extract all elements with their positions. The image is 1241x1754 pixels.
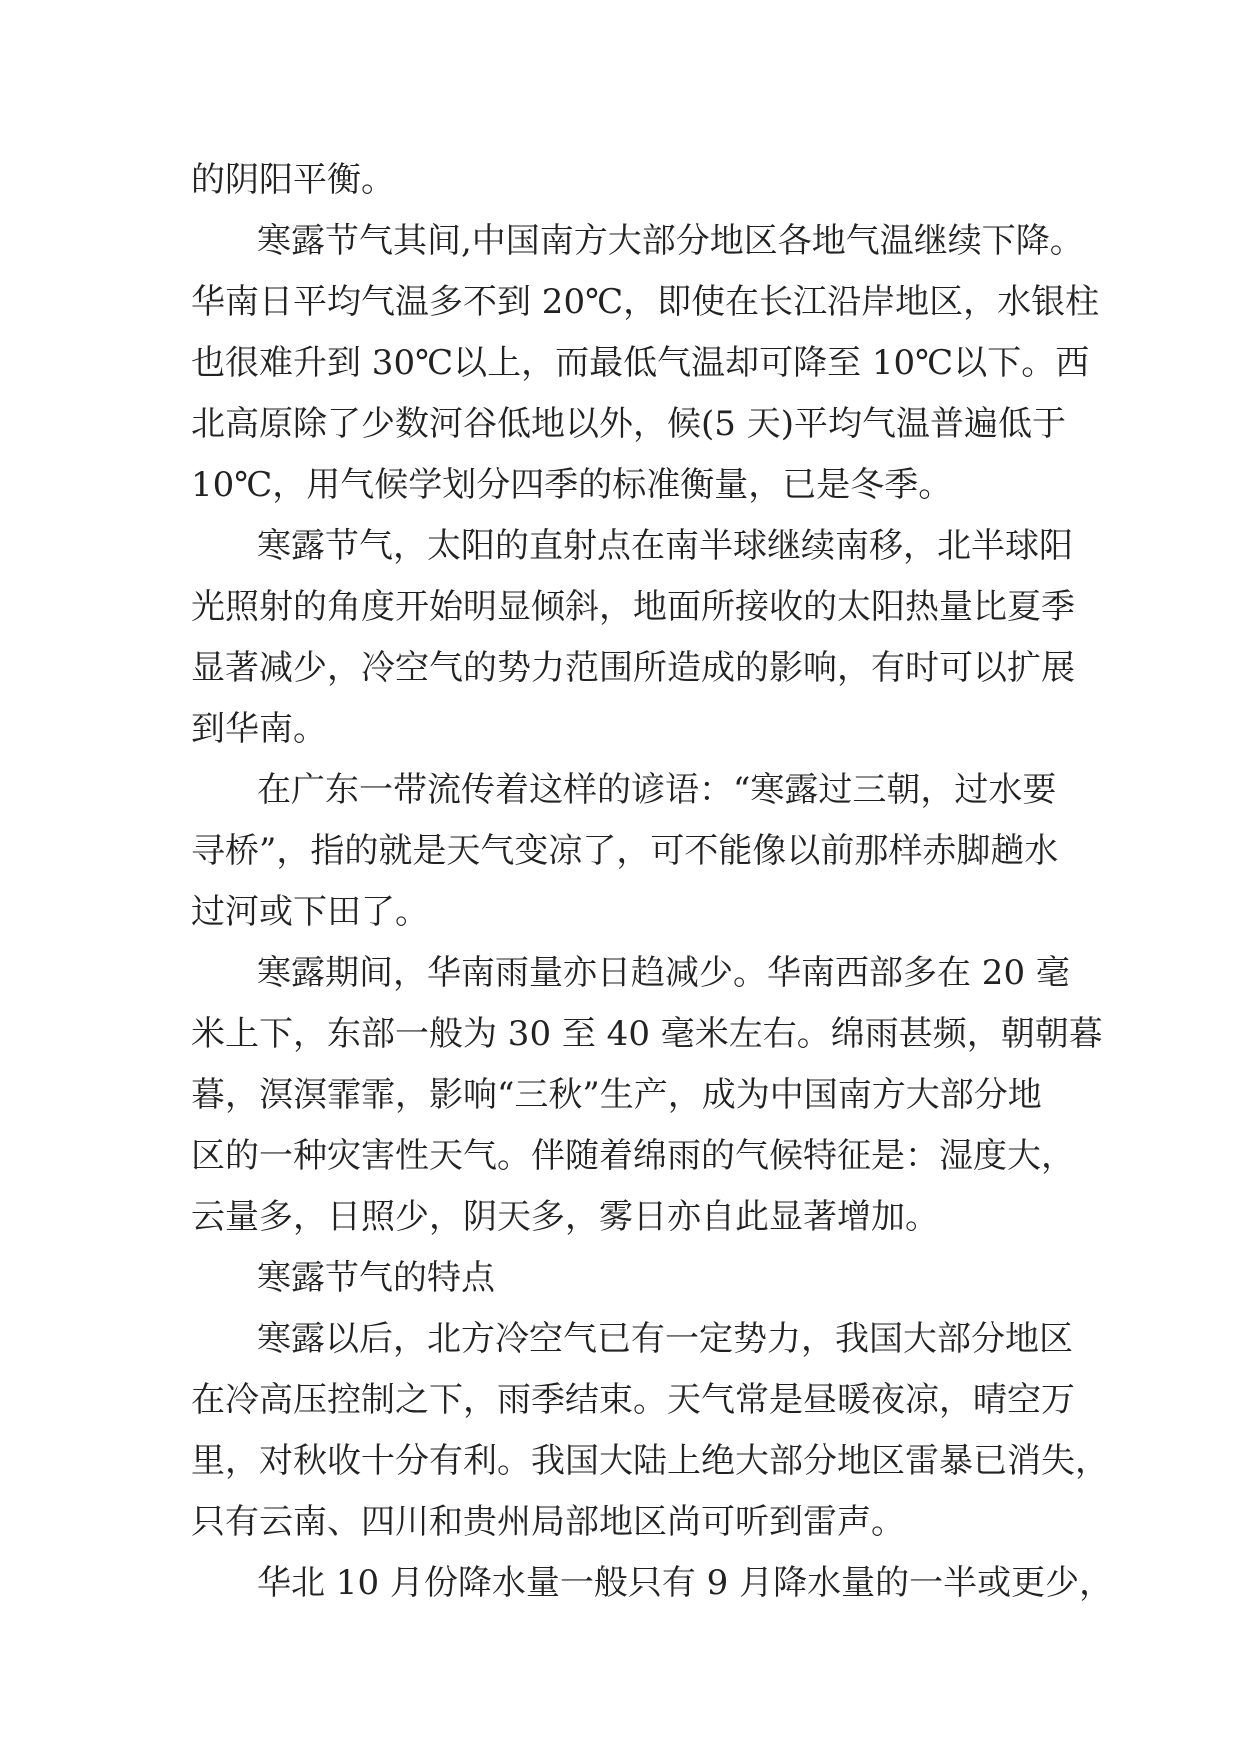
text-line: 在广东一带流传着这样的谚语：“寒露过三朝，过水要 (257, 770, 1057, 810)
text-line: 寻桥”，指的就是天气变凉了，可不能像以前那样赤脚趟水 (191, 831, 1059, 871)
text-line: 暮，溟溟霏霏，影响“三秋”生产，成为中国南方大部分地 (191, 1075, 1042, 1115)
text-line: 里，对秋收十分有利。我国大陆上绝大部分地区雷暴已消失， (191, 1441, 1109, 1481)
text-line: 光照射的角度开始明显倾斜，地面所接收的太阳热量比夏季 (191, 587, 1075, 627)
text-line: 的阴阳平衡。 (191, 160, 395, 200)
text-line: 寒露节气的特点 (257, 1258, 495, 1298)
text-line: 10℃，用气候学划分四季的标准衡量，已是冬季。 (191, 465, 953, 505)
text-line: 寒露节气，太阳的直射点在南半球继续南移，北半球阳 (257, 526, 1073, 566)
text-line: 显著减少，冷空气的势力范围所造成的影响，有时可以扩展 (191, 648, 1075, 688)
document-body (191, 150, 1121, 1614)
text-line: 华南日平均气温多不到 20℃，即使在长江沿岸地区，水银柱 (191, 282, 1100, 322)
text-line: 华北 10 月份降水量一般只有 9 月降水量的一半或更少， (257, 1563, 1114, 1603)
text-line: 到华南。 (191, 709, 327, 749)
text-line: 寒露节气其间,中国南方大部分地区各地气温继续下降。 (257, 221, 1084, 261)
text-line: 寒露以后，北方冷空气已有一定势力，我国大部分地区 (257, 1319, 1073, 1359)
text-line: 也很难升到 30℃以上，而最低气温却可降至 10℃以下。西 (191, 343, 1090, 383)
text-line: 米上下，东部一般为 30 至 40 毫米左右。绵雨甚频，朝朝暮 (191, 1014, 1103, 1054)
text-line: 在冷高压控制之下，雨季结束。天气常是昼暖夜凉，晴空万 (191, 1380, 1075, 1420)
text-line: 云量多，日照少，阴天多，雾日亦自此显著增加。 (191, 1197, 939, 1237)
text-line: 只有云南、四川和贵州局部地区尚可听到雷声。 (191, 1502, 905, 1542)
text-line: 过河或下田了。 (191, 892, 429, 932)
text-line: 北高原除了少数河谷低地以外，候(5 天)平均气温普遍低于 (191, 404, 1066, 444)
text-line: 寒露期间，华南雨量亦日趋减少。华南西部多在 20 毫 (257, 953, 1070, 993)
text-line: 区的一种灾害性天气。伴随着绵雨的气候特征是：湿度大， (191, 1136, 1075, 1176)
